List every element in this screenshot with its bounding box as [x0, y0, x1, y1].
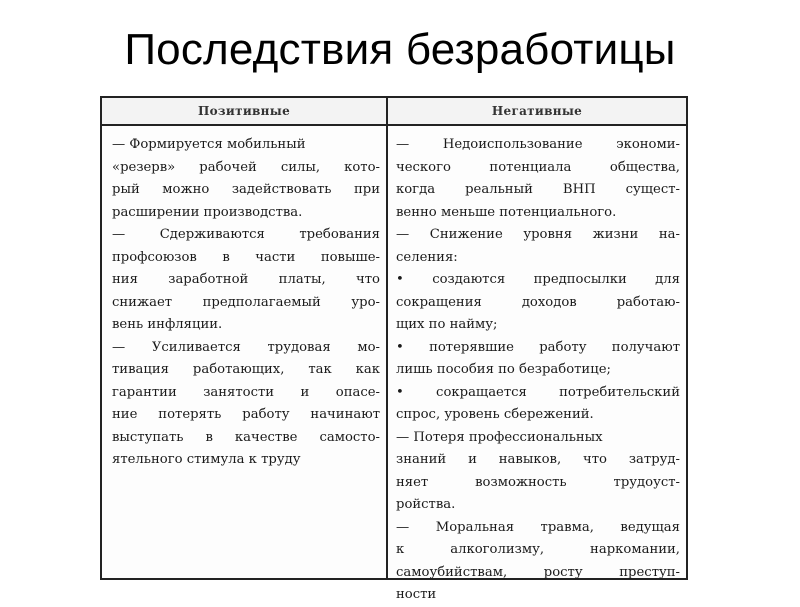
negative-line: селения: — [396, 249, 458, 265]
positive-line: снижает предполагаемый уро- — [112, 294, 380, 310]
negative-line: • потерявшие работу получают — [396, 339, 680, 355]
negative-line: • сокращается потребительский — [396, 384, 680, 400]
positive-line: ние потерять работу начинают — [112, 407, 380, 422]
negative-line: спрос, уровень сбережений. — [396, 407, 594, 422]
positive-line: рый можно задействовать при — [112, 182, 380, 197]
negative-line: самоубийствам, росту преступ- — [396, 564, 680, 580]
consequences-table — [100, 96, 688, 602]
negative-line: ности — [396, 587, 437, 602]
table-header-row — [102, 98, 686, 126]
positive-line: выступать в качестве самосто- — [112, 429, 380, 445]
header-positive: Позитивные — [197, 104, 290, 118]
positive-line: вень инфляции. — [112, 317, 223, 332]
positive-line: «резерв» рабочей силы, кото- — [112, 159, 380, 175]
positive-column — [112, 134, 380, 472]
negative-line: знаний и навыков, что затруд- — [396, 452, 680, 467]
negative-line: щих по найму; — [396, 317, 498, 332]
negative-line: няет возможность трудоуст- — [396, 474, 680, 490]
negative-line: к алкоголизму, наркомании, — [396, 542, 680, 557]
negative-line: • создаются предпосылки для — [396, 272, 680, 287]
negative-line: — Моральная травма, ведущая — [396, 519, 680, 535]
positive-line: гарантии занятости и опасе- — [112, 384, 380, 400]
negative-column — [396, 134, 680, 607]
slide-title: Последствия безработицы — [124, 25, 676, 74]
negative-line: венно меньше потенциального. — [396, 204, 617, 220]
negative-line: лишь пособия по безработице; — [396, 362, 611, 377]
positive-line: — Формируется мобильный — [112, 137, 306, 152]
negative-line: ческого потенциала общества, — [396, 159, 680, 175]
positive-line: — Усиливается трудовая мо- — [112, 339, 380, 355]
positive-line: ятельного стимула к труду — [112, 452, 301, 467]
column-divider — [386, 98, 388, 578]
positive-line: — Сдерживаются требования — [112, 227, 380, 242]
negative-line: когда реальный ВНП сущест- — [396, 182, 680, 197]
positive-line: тивация работающих, так как — [112, 362, 380, 377]
positive-line: профсоюзов в части повыше- — [112, 249, 380, 265]
positive-line: расширении производства. — [112, 204, 303, 220]
negative-line: — Потеря профессиональных — [396, 429, 603, 445]
header-negative: Негативные — [491, 104, 583, 118]
negative-line: сокращения доходов работаю- — [396, 294, 680, 310]
negative-line: — Недоиспользование экономи- — [396, 137, 680, 152]
negative-line: ройства. — [396, 497, 456, 512]
positive-line: ния заработной платы, что — [112, 272, 380, 287]
negative-line: — Снижение уровня жизни на- — [396, 227, 680, 242]
